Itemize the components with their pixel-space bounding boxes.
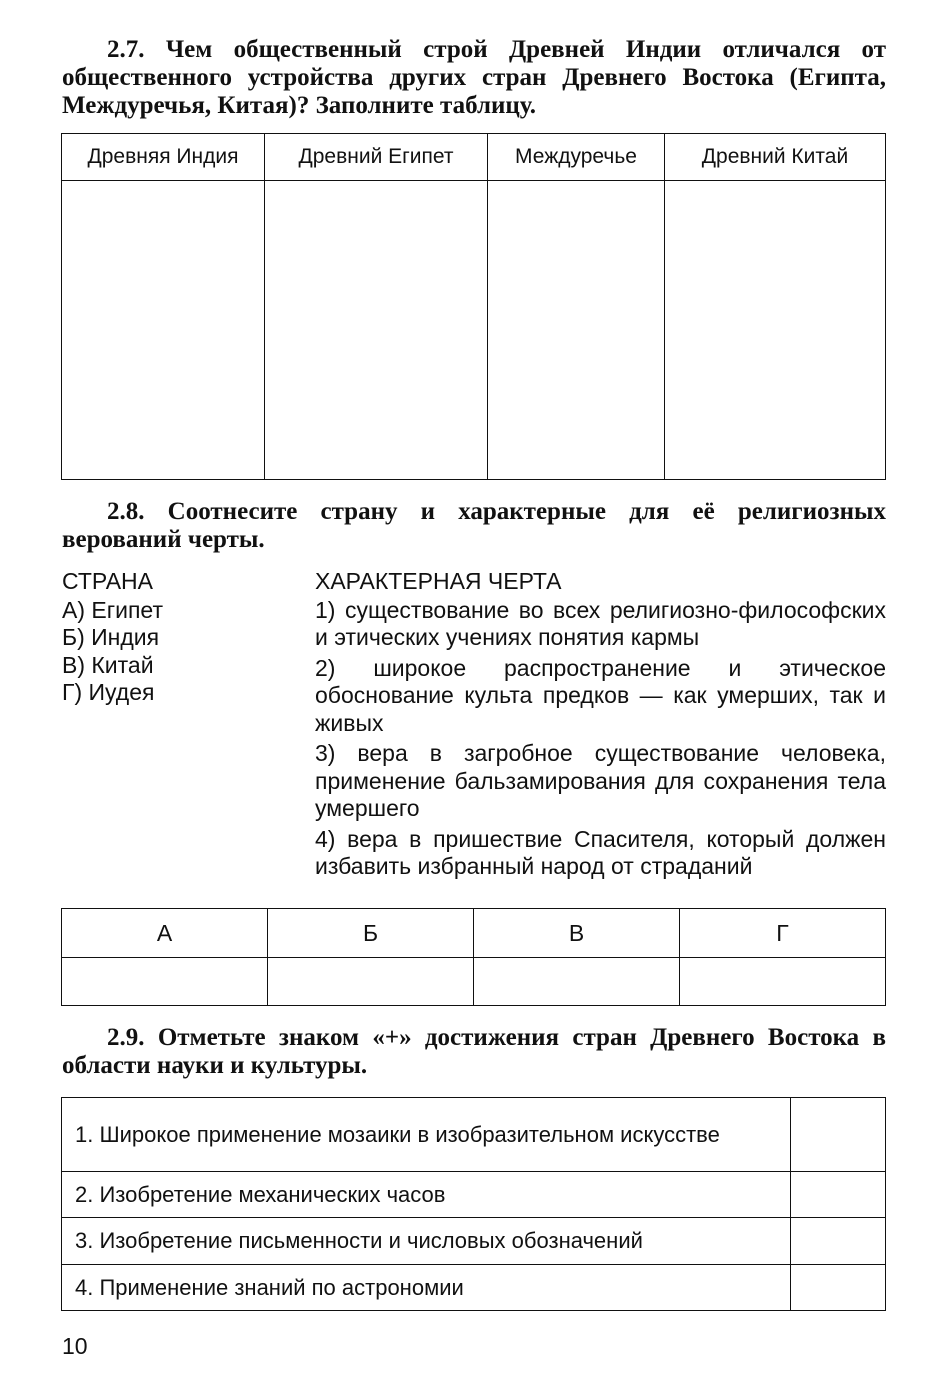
answer-header: В: [474, 909, 680, 958]
task-number: 2.7.: [107, 36, 145, 63]
task-text: Отметьте знаком «+» достижения стран Древнего Востока в области науки и культуры.: [62, 1024, 886, 1079]
column-header: Междуречье: [488, 134, 665, 181]
matching-answer-table: [61, 908, 886, 1006]
feature-item: 1) существование во всех религиозно-философских и этических учениях понятия кармы: [315, 596, 886, 650]
answer-cell[interactable]: [474, 958, 680, 1006]
answer-header: А: [62, 909, 268, 958]
answer-cell[interactable]: [680, 958, 886, 1006]
page-number: 10: [62, 1333, 88, 1359]
society-comparison-table: [61, 133, 886, 480]
task-number: 2.8.: [107, 498, 145, 525]
answer-cell[interactable]: [268, 958, 474, 1006]
feature-item: 3) вера в загробное существование человека, применение бальзамирования для сохранения тела умершего: [315, 740, 886, 821]
task-2-9-heading: [62, 1024, 886, 1080]
answer-cell[interactable]: [265, 181, 488, 480]
task-number: 2.9.: [107, 1024, 145, 1051]
feature-item: 2) широкое распространение и этическое обоснование культа предков — как умерших, так и живых: [315, 654, 886, 736]
answer-header: Г: [680, 909, 886, 958]
country-list-title: СТРАНА: [62, 568, 153, 594]
feature-item: 4) вера в пришествие Спасителя, который должен избавить избранный народ от страданий: [315, 825, 886, 879]
column-header: Древний Египет: [265, 134, 488, 181]
mark-cell[interactable]: [791, 1265, 886, 1311]
task-text: Соотнесите страну и характерные для её религиозных верований черты.: [62, 498, 886, 553]
answer-cell[interactable]: [665, 181, 886, 480]
task-2-7-heading: [62, 36, 886, 120]
country-item: Г) Иудея: [62, 679, 155, 705]
achievements-table: [61, 1097, 886, 1311]
column-header: Древний Китай: [665, 134, 886, 181]
achievement-text: 1. Широкое применение мозаики в изобразительном искусстве: [62, 1098, 791, 1172]
mark-cell[interactable]: [791, 1218, 886, 1265]
feature-list: [315, 568, 886, 884]
feature-list-title: ХАРАКТЕРНАЯ ЧЕРТА: [315, 568, 562, 594]
answer-header: Б: [268, 909, 474, 958]
achievement-text: 4. Применение знаний по астрономии: [62, 1265, 791, 1311]
task-text: Чем общественный строй Древней Индии отличался от общественного устройства других стран Древнего Востока (Египта, Междуречья, Китая)? Заполните таблицу.: [62, 36, 887, 119]
achievement-text: 3. Изобретение письменности и числовых обозначений: [62, 1218, 791, 1265]
mark-cell[interactable]: [791, 1098, 886, 1172]
answer-cell[interactable]: [62, 181, 265, 480]
answer-cell[interactable]: [488, 181, 665, 480]
column-header: Древняя Индия: [62, 134, 265, 181]
achievement-text: 2. Изобретение механических часов: [62, 1172, 791, 1218]
country-item: Б) Индия: [62, 624, 160, 650]
task-2-8-heading: [62, 498, 886, 554]
answer-cell[interactable]: [62, 958, 268, 1006]
mark-cell[interactable]: [791, 1172, 886, 1218]
country-list: [62, 568, 163, 707]
country-item: А) Египет: [62, 596, 163, 623]
country-item: В) Китай: [62, 651, 154, 678]
